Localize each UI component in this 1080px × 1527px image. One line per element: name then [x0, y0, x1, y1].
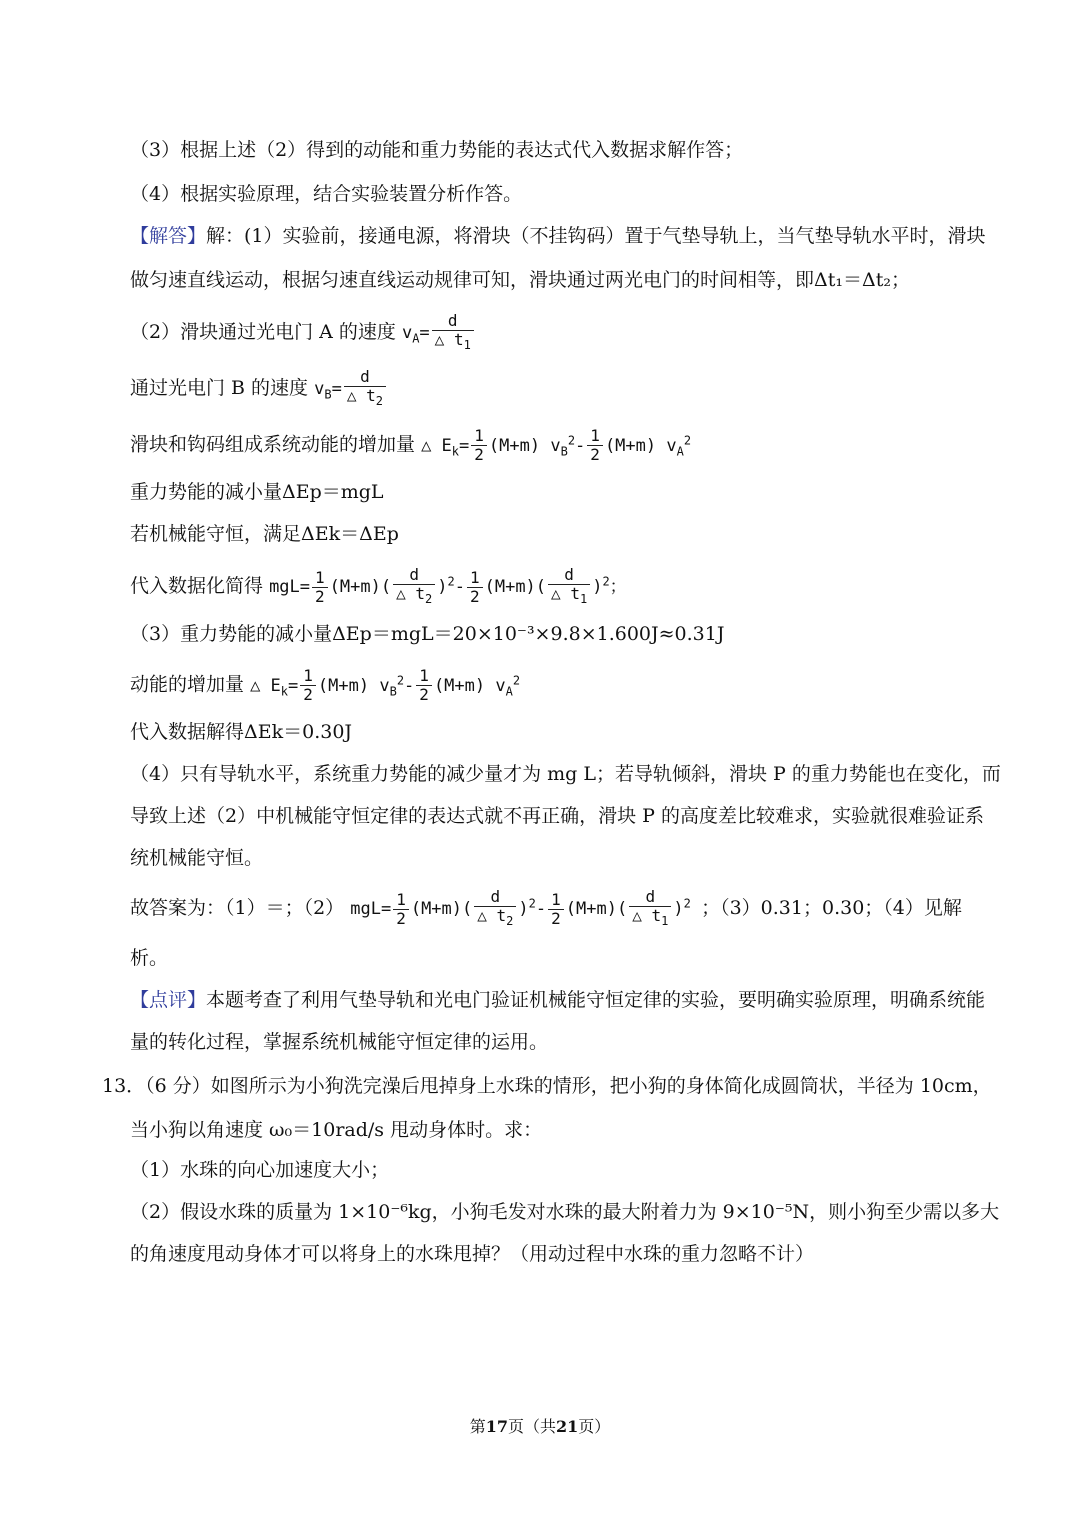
text-line: 若机械能守恒，满足ΔEk＝ΔEp — [130, 523, 399, 545]
text-line — [130, 566, 627, 608]
text-line — [130, 222, 986, 250]
text-span: 本题考查了利用气垫导轨和光电门验证机械能守恒定律的实验，要明确实验原理，明确系统能 — [206, 989, 986, 1011]
text-line: （2）假设水珠的质量为 1×10⁻⁶kg，小狗毛发对水珠的最大附着力为 9×10⁻⁵N，则小狗至少需以多大 — [130, 1201, 1000, 1223]
page-footer: 第17页（共21页） — [469, 1417, 611, 1436]
text-line: 统机械能守恒。 — [130, 847, 264, 869]
comment-tag: 【点评】 — [130, 989, 207, 1011]
text-line: 导致上述（2）中机械能守恒定律的表达式就不再正确，滑块 P 的高度差比较难求，实验就很难验证系 — [130, 805, 984, 827]
text-line: （4）根据实验原理，结合实验装置分析作答。 — [130, 183, 523, 205]
text-line — [130, 368, 388, 410]
text-line: 当小狗以角速度 ω₀＝10rad/s 甩动身体时。求： — [130, 1119, 543, 1141]
text-line: （3）根据上述（2）得到的动能和重力势能的表达式代入数据求解作答； — [130, 139, 744, 161]
text-line: 析。 — [130, 947, 169, 969]
text-line: （4）只有导轨水平，系统重力势能的减少量才为 mg L；若导轨倾斜，滑块 P 的重力势能也在变化，而 — [130, 763, 1001, 785]
text-span: ；（3）0.31；0.30；（4）见解 — [701, 897, 962, 920]
text-line — [130, 426, 691, 465]
formula-simplified: mgL= $\frac{1}{2}$ (M+m)( $\frac{d}{\triangle t_2}$ )$^2$- $\frac{1}{2}$ (M+m)( $\frac{d}{\triangle t_1}$ )$^2$； — [269, 565, 627, 607]
formula-answer: mgL= $\frac{1}{2}$ (M+m)( $\frac{d}{\triangle t_2}$ )$^2$- $\frac{1}{2}$ (M+m)( $\frac{d}{\triangle t_1}$ )$^2$ — [350, 887, 691, 929]
text-line: 重力势能的减小量ΔEp＝mgL — [130, 481, 384, 503]
text-line: 量的转化过程，掌握系统机械能守恒定律的运用。 — [130, 1031, 549, 1053]
text-line — [130, 666, 520, 705]
answer-tag: 【解答】 — [130, 225, 207, 247]
text-line: 的角速度甩动身体才可以将身上的水珠甩掉？（用动过程中水珠的重力忽略不计） — [130, 1243, 815, 1265]
text-span: 通过光电门 B 的速度 — [130, 377, 309, 400]
formula-va: $v_A=$ $\frac{d}{\triangle t_1}$ — [402, 323, 476, 343]
text-line — [130, 986, 985, 1014]
text-span: （2）滑块通过光电门 A 的速度 — [130, 321, 396, 344]
question-title: 13．（6 分）如图所示为小狗洗完澡后甩掉身上水珠的情形，把小狗的身体简化成圆筒状，半径为 10cm， — [102, 1075, 992, 1097]
text-span: 代入数据化简得 — [130, 575, 264, 598]
text-span: 滑块和钩码组成系统动能的增加量 — [130, 433, 416, 456]
text-line — [130, 312, 476, 354]
formula-delta-ek-2: △ $E_k=$ $\frac{1}{2}$ (M+m) $v_B^2-$ $\frac{1}{2}$ (M+m) $v_A^2$ — [250, 666, 521, 705]
text-line: （1）水珠的向心加速度大小； — [130, 1159, 390, 1181]
formula-delta-ek: △ $E_k=$ $\frac{1}{2}$ (M+m) $v_B^2-$ $\frac{1}{2}$ (M+m) $v_A^2$ — [421, 426, 692, 465]
page-number: 17 — [485, 1417, 508, 1436]
text-span: 故答案为：（1）＝；（2） — [130, 897, 345, 920]
text-line — [130, 888, 962, 930]
text-line: （3）重力势能的减小量ΔEp＝mgL＝20×10⁻³×9.8×1.600J≈0.31J — [130, 623, 725, 645]
text-span: 解：(1）实验前，接通电源，将滑块（不挂钩码）置于气垫导轨上，当气垫导轨水平时，滑块 — [206, 225, 986, 247]
text-span: 动能的增加量 — [130, 673, 245, 696]
formula-vb: $v_B=$ $\frac{d}{\triangle t_2}$ — [314, 379, 388, 399]
text-line: 做匀速直线运动，根据匀速直线运动规律可知，滑块通过两光电门的时间相等，即Δt₁＝Δt₂； — [130, 269, 910, 291]
text-line: 代入数据解得ΔEk＝0.30J — [130, 721, 353, 743]
page-total: 21 — [556, 1417, 579, 1436]
